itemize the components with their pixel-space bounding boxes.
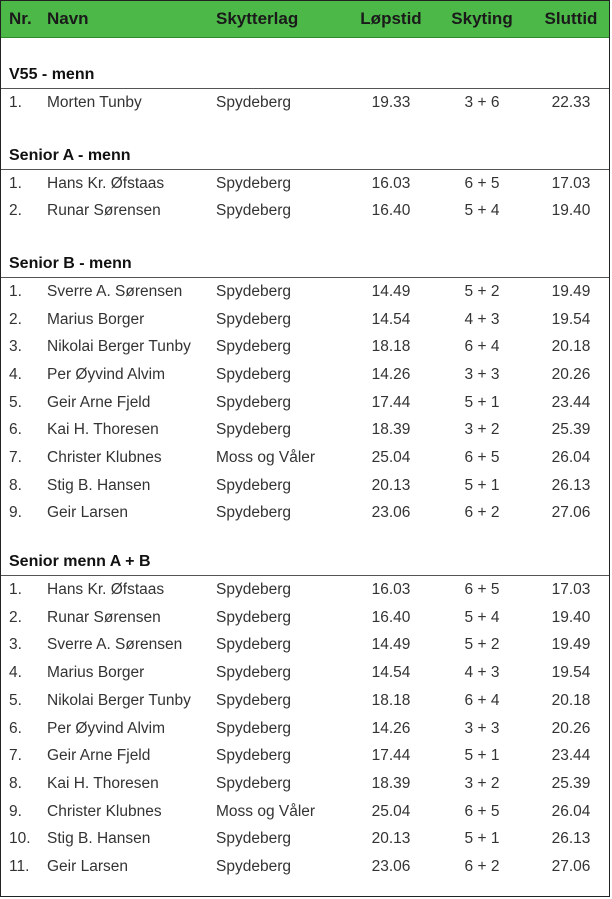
cell-lopstid: 23.06 — [371, 857, 411, 875]
cell-sluttid: 20.26 — [551, 719, 591, 737]
cell-skytterlag: Spydeberg — [216, 747, 291, 765]
cell-sluttid: 20.18 — [551, 691, 591, 709]
cell-sluttid: 17.03 — [551, 581, 591, 599]
cell-nr: 4. — [9, 664, 22, 682]
cell-skyting: 5 + 2 — [464, 282, 500, 300]
cell-navn: Christer Klubnes — [47, 449, 162, 467]
cell-skytterlag: Spydeberg — [216, 202, 291, 220]
cell-sluttid: 23.44 — [551, 393, 591, 411]
cell-nr: 1. — [9, 174, 22, 192]
table-row — [1, 389, 609, 417]
cell-skyting: 5 + 1 — [464, 830, 500, 848]
cell-skytterlag: Spydeberg — [216, 664, 291, 682]
cell-sluttid: 27.06 — [551, 504, 591, 522]
cell-skytterlag: Spydeberg — [216, 421, 291, 439]
cell-lopstid: 20.13 — [371, 476, 411, 494]
cell-nr: 7. — [9, 449, 22, 467]
section-title: V55 - menn — [1, 62, 609, 89]
cell-lopstid: 18.18 — [371, 691, 411, 709]
cell-skytterlag: Spydeberg — [216, 691, 291, 709]
cell-sluttid: 25.39 — [551, 421, 591, 439]
cell-navn: Nikolai Berger Tunby — [47, 338, 191, 356]
results-section — [1, 549, 609, 881]
cell-skytterlag: Spydeberg — [216, 338, 291, 356]
cell-sluttid: 25.39 — [551, 774, 591, 792]
header-sluttid: Sluttid — [544, 9, 598, 28]
cell-sluttid: 26.13 — [551, 476, 591, 494]
table-row — [1, 361, 609, 389]
table-row — [1, 715, 609, 743]
cell-navn: Marius Borger — [47, 664, 145, 682]
cell-nr: 1. — [9, 282, 22, 300]
header-lopstid: Løpstid — [360, 9, 422, 28]
cell-sluttid: 17.03 — [551, 174, 591, 192]
table-row — [1, 333, 609, 361]
cell-navn: Stig B. Hansen — [47, 830, 151, 848]
cell-nr: 9. — [9, 504, 22, 522]
cell-navn: Per Øyvind Alvim — [47, 365, 166, 383]
cell-skyting: 6 + 2 — [464, 857, 500, 875]
section-spacer — [1, 38, 609, 62]
cell-navn: Stig B. Hansen — [47, 476, 151, 494]
table-row — [1, 417, 609, 445]
cell-skyting: 6 + 4 — [464, 691, 500, 709]
cell-nr: 10. — [9, 830, 31, 848]
cell-navn: Kai H. Thoresen — [47, 421, 159, 439]
cell-sluttid: 19.40 — [551, 202, 591, 220]
cell-nr: 6. — [9, 421, 22, 439]
table-row — [1, 170, 609, 198]
cell-nr: 4. — [9, 365, 22, 383]
cell-lopstid: 14.54 — [371, 310, 411, 328]
section-title: Senior A - menn — [1, 143, 609, 170]
cell-lopstid: 16.40 — [371, 608, 411, 626]
cell-skytterlag: Spydeberg — [216, 310, 291, 328]
cell-nr: 5. — [9, 691, 22, 709]
table-row — [1, 659, 609, 687]
cell-sluttid: 22.33 — [551, 93, 591, 111]
results-section — [1, 62, 609, 117]
cell-navn: Runar Sørensen — [47, 608, 161, 626]
cell-nr: 3. — [9, 338, 22, 356]
cell-skyting: 6 + 4 — [464, 338, 500, 356]
table-row — [1, 444, 609, 472]
cell-skytterlag: Spydeberg — [216, 581, 291, 599]
cell-skytterlag: Spydeberg — [216, 282, 291, 300]
cell-nr: 8. — [9, 774, 22, 792]
cell-skyting: 4 + 3 — [464, 664, 500, 682]
cell-navn: Sverre A. Sørensen — [47, 282, 183, 300]
cell-skyting: 5 + 1 — [464, 393, 500, 411]
cell-lopstid: 23.06 — [371, 504, 411, 522]
cell-lopstid: 14.49 — [371, 636, 411, 654]
cell-nr: 2. — [9, 202, 22, 220]
cell-nr: 6. — [9, 719, 22, 737]
cell-nr: 1. — [9, 581, 22, 599]
section-spacer — [1, 225, 609, 251]
cell-navn: Nikolai Berger Tunby — [47, 691, 191, 709]
table-row — [1, 798, 609, 826]
cell-navn: Hans Kr. Øfstaas — [47, 581, 165, 599]
cell-lopstid: 17.44 — [371, 393, 411, 411]
cell-navn: Christer Klubnes — [47, 802, 162, 820]
cell-skyting: 6 + 5 — [464, 802, 500, 820]
cell-skyting: 6 + 2 — [464, 504, 500, 522]
cell-sluttid: 26.04 — [551, 449, 591, 467]
cell-navn: Kai H. Thoresen — [47, 774, 159, 792]
cell-navn: Geir Larsen — [47, 857, 128, 875]
cell-lopstid: 25.04 — [371, 802, 411, 820]
cell-navn: Geir Arne Fjeld — [47, 393, 151, 411]
header-skytterlag: Skytterlag — [216, 9, 299, 28]
section-title: Senior B - menn — [1, 251, 609, 278]
cell-navn: Morten Tunby — [47, 93, 142, 111]
cell-skyting: 3 + 3 — [464, 365, 500, 383]
cell-skyting: 3 + 6 — [464, 93, 500, 111]
cell-navn: Geir Larsen — [47, 504, 128, 522]
cell-navn: Runar Sørensen — [47, 202, 161, 220]
cell-lopstid: 17.44 — [371, 747, 411, 765]
cell-skytterlag: Spydeberg — [216, 504, 291, 522]
cell-navn: Geir Arne Fjeld — [47, 747, 151, 765]
cell-nr: 2. — [9, 310, 22, 328]
results-section — [1, 251, 609, 527]
cell-skyting: 5 + 4 — [464, 202, 500, 220]
cell-skyting: 3 + 2 — [464, 421, 500, 439]
cell-skyting: 5 + 1 — [464, 476, 500, 494]
table-row — [1, 742, 609, 770]
cell-navn: Sverre A. Sørensen — [47, 636, 183, 654]
cell-lopstid: 16.03 — [371, 174, 411, 192]
table-row — [1, 604, 609, 632]
header-navn: Navn — [47, 9, 89, 28]
cell-lopstid: 14.26 — [371, 719, 411, 737]
cell-skyting: 6 + 5 — [464, 449, 500, 467]
cell-lopstid: 20.13 — [371, 830, 411, 848]
section-title: Senior menn A + B — [1, 549, 609, 576]
cell-lopstid: 14.26 — [371, 365, 411, 383]
table-row — [1, 278, 609, 306]
table-row — [1, 687, 609, 715]
cell-navn: Per Øyvind Alvim — [47, 719, 166, 737]
table-row — [1, 825, 609, 853]
cell-lopstid: 18.39 — [371, 421, 411, 439]
table-header — [1, 1, 609, 38]
cell-lopstid: 16.03 — [371, 581, 411, 599]
results-section — [1, 143, 609, 225]
cell-sluttid: 19.49 — [551, 282, 591, 300]
cell-lopstid: 18.18 — [371, 338, 411, 356]
cell-skyting: 5 + 4 — [464, 608, 500, 626]
cell-skytterlag: Spydeberg — [216, 719, 291, 737]
cell-lopstid: 18.39 — [371, 774, 411, 792]
table-row — [1, 770, 609, 798]
cell-skyting: 3 + 2 — [464, 774, 500, 792]
cell-nr: 5. — [9, 393, 22, 411]
section-spacer — [1, 527, 609, 549]
cell-sluttid: 19.49 — [551, 636, 591, 654]
cell-nr: 7. — [9, 747, 22, 765]
cell-navn: Marius Borger — [47, 310, 145, 328]
table-row — [1, 576, 609, 604]
cell-skytterlag: Spydeberg — [216, 830, 291, 848]
cell-skytterlag: Spydeberg — [216, 476, 291, 494]
cell-sluttid: 26.13 — [551, 830, 591, 848]
cell-skytterlag: Spydeberg — [216, 636, 291, 654]
cell-lopstid: 14.54 — [371, 664, 411, 682]
table-row — [1, 306, 609, 334]
table-row — [1, 197, 609, 225]
cell-skyting: 6 + 5 — [464, 174, 500, 192]
cell-sluttid: 27.06 — [551, 857, 591, 875]
cell-sluttid: 23.44 — [551, 747, 591, 765]
cell-nr: 1. — [9, 93, 22, 111]
cell-sluttid: 19.54 — [551, 310, 591, 328]
cell-sluttid: 26.04 — [551, 802, 591, 820]
cell-skyting: 5 + 1 — [464, 747, 500, 765]
results-body — [1, 38, 609, 881]
cell-skyting: 5 + 2 — [464, 636, 500, 654]
cell-skyting: 4 + 3 — [464, 310, 500, 328]
cell-skytterlag: Moss og Våler — [216, 802, 316, 820]
cell-nr: 2. — [9, 608, 22, 626]
table-row — [1, 472, 609, 500]
table-row — [1, 500, 609, 528]
cell-skytterlag: Spydeberg — [216, 857, 291, 875]
cell-navn: Hans Kr. Øfstaas — [47, 174, 165, 192]
cell-skytterlag: Spydeberg — [216, 365, 291, 383]
cell-skyting: 6 + 5 — [464, 581, 500, 599]
cell-skytterlag: Spydeberg — [216, 93, 291, 111]
cell-skytterlag: Spydeberg — [216, 774, 291, 792]
cell-sluttid: 20.18 — [551, 338, 591, 356]
cell-skytterlag: Spydeberg — [216, 393, 291, 411]
cell-sluttid: 19.40 — [551, 608, 591, 626]
cell-nr: 9. — [9, 802, 22, 820]
cell-lopstid: 19.33 — [371, 93, 411, 111]
cell-nr: 11. — [9, 857, 30, 875]
header-nr: Nr. — [9, 9, 32, 28]
section-spacer — [1, 117, 609, 143]
cell-sluttid: 20.26 — [551, 365, 591, 383]
header-skyting: Skyting — [451, 9, 513, 28]
cell-skytterlag: Spydeberg — [216, 174, 291, 192]
table-row — [1, 853, 609, 881]
cell-lopstid: 16.40 — [371, 202, 411, 220]
cell-nr: 8. — [9, 476, 22, 494]
cell-lopstid: 25.04 — [371, 449, 411, 467]
table-row — [1, 632, 609, 660]
cell-sluttid: 19.54 — [551, 664, 591, 682]
table-row — [1, 89, 609, 117]
cell-lopstid: 14.49 — [371, 282, 411, 300]
cell-skyting: 3 + 3 — [464, 719, 500, 737]
cell-skytterlag: Moss og Våler — [216, 449, 316, 467]
cell-nr: 3. — [9, 636, 22, 654]
cell-skytterlag: Spydeberg — [216, 608, 291, 626]
